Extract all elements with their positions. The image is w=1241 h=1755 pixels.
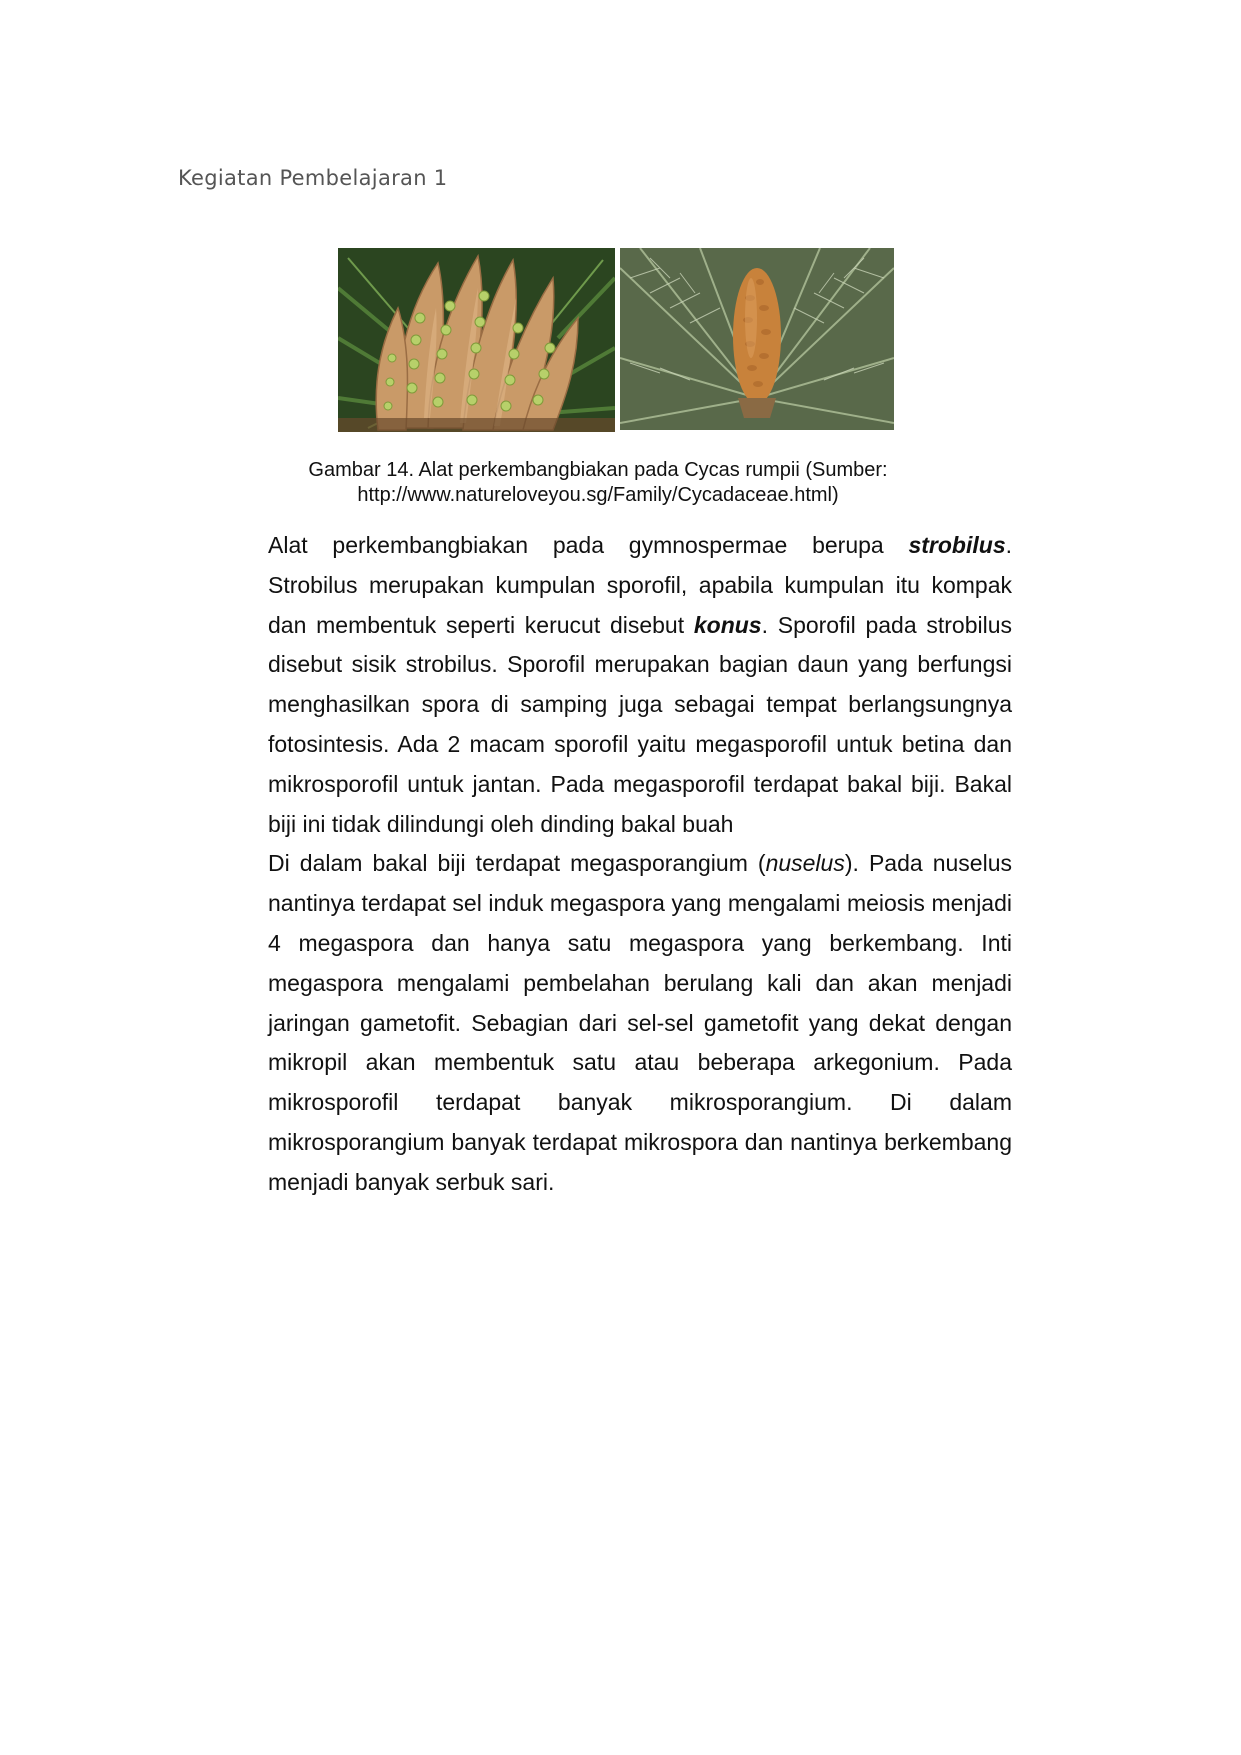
page-header: Kegiatan Pembelajaran 1	[178, 166, 448, 190]
paragraph-2-part-2: ). Pada nuselus nantinya terdapat sel induk megaspora yang mengalami meiosis menjadi 4 megaspora dan hanya satu megaspora yang berkembang. Inti megaspora mengalami pembelahan berulang kali dan akan menjadi jaringan gametofit. Sebagian dari sel-sel gametofit yang dekat dengan mikropil akan membentuk satu atau beberapa arkegonium. Pada mikrosporofil terdapat banyak mikrosporangium. Di dalam mikrosporangium banyak terdapat mikrospora dan nantinya berkembang menjadi banyak serbuk sari.	[268, 850, 1012, 1195]
paragraph-1-part-2: . Strobilus merupakan kumpulan sporofil, apabila kumpulan itu kompak dan membentuk seperti kerucut disebut	[268, 532, 1012, 638]
paragraph-1-part-3: . Sporofil pada strobilus disebut sisik strobilus. Sporofil merupakan bagian daun yang berfungsi menghasilkan spora di samping juga sebagai tempat berlangsungnya fotosintesis. Ada 2 macam sporofil yaitu megasporofil untuk betina dan mikrosporofil untuk jantan. Pada megasporofil terdapat bakal biji. Bakal biji ini tidak dilindungi oleh dinding bakal buah	[268, 611, 1012, 837]
figure-14	[338, 248, 894, 432]
cycas-megasporophyll-photo	[338, 248, 615, 432]
term-nuselus: nuselus	[765, 850, 845, 877]
paragraph-1	[268, 526, 1012, 844]
caption-line-1: Gambar 14. Alat perkembangbiakan pada Cycas rumpii (Sumber:	[308, 459, 888, 481]
paragraph-1-part-1: Alat perkembangbiakan pada gymnospermae berupa	[268, 532, 909, 558]
term-strobilus: strobilus	[908, 532, 1006, 558]
body-text	[268, 526, 1012, 1203]
paragraph-2-part-1: Di dalam bakal biji terdapat megasporangium (	[268, 850, 766, 877]
figure-caption	[270, 458, 926, 508]
paragraph-2	[268, 844, 1012, 1202]
caption-line-2: http://www.natureloveyou.sg/Family/Cycadaceae.html)	[357, 484, 839, 506]
cycas-male-cone-photo	[620, 248, 894, 430]
term-konus: konus	[693, 611, 762, 638]
